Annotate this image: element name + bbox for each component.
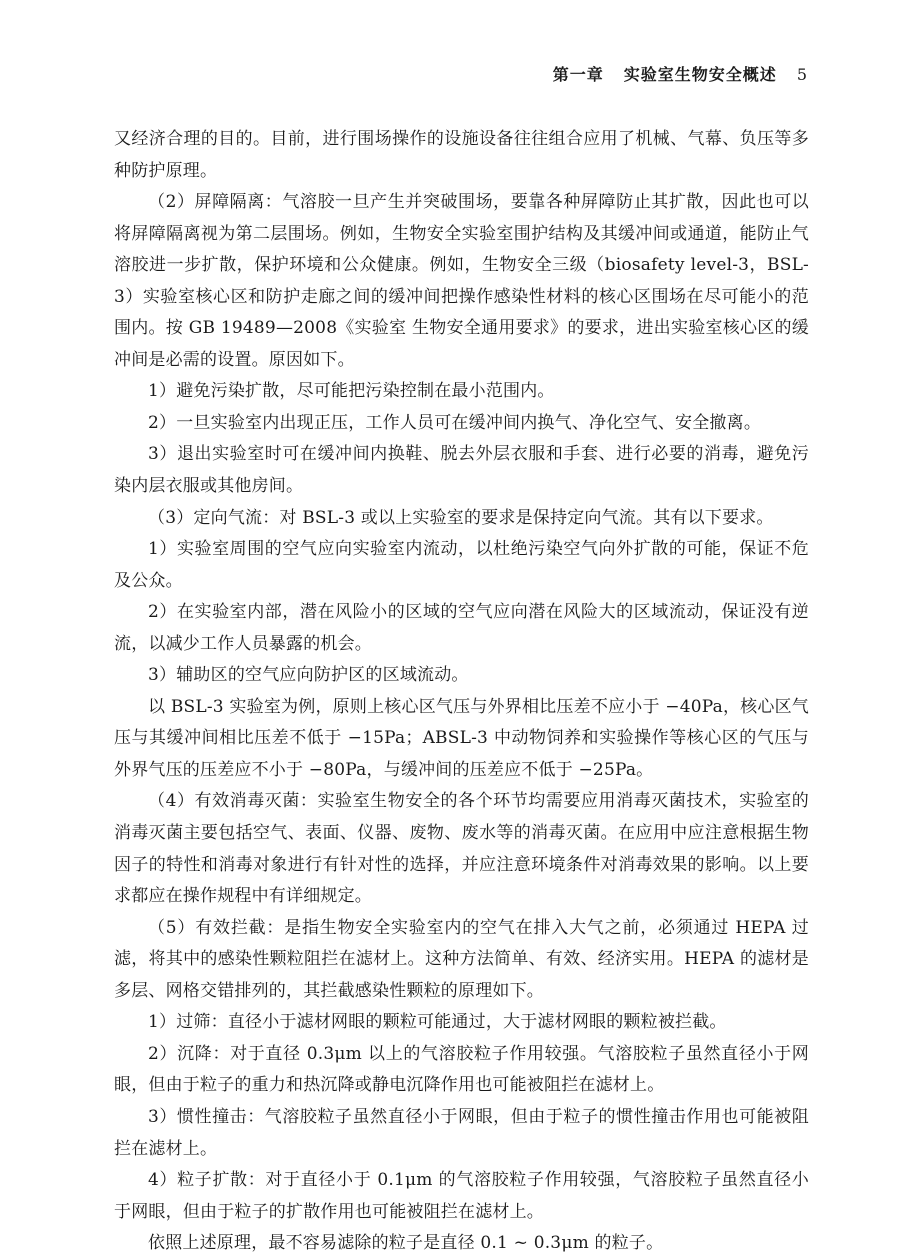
chapter-title: 实验室生物安全概述	[623, 65, 777, 84]
paragraph: （3）定向气流：对 BSL-3 或以上实验室的要求是保持定向气流。其有以下要求。	[148, 507, 774, 528]
chapter-label: 第一章	[552, 65, 604, 84]
paragraph: 3）退出实验室时可在缓冲间内换鞋、脱去外层衣服和手套、进行必要的消毒，避免污染内层衣服或其他房间。	[114, 444, 809, 497]
paragraph: 4）粒子扩散：对于直径小于 0.1μm 的气溶胶粒子作用较强，气溶胶粒子虽然直径小于网眼，但由于粒子的扩散作用也可能被阻拦在滤材上。	[114, 1170, 809, 1222]
paragraph: 2）沉降：对于直径 0.3μm 以上的气溶胶粒子作用较强。气溶胶粒子虽然直径小于网眼，但由于粒子的重力和热沉降或静电沉降作用也可能被阻拦在滤材上。	[114, 1043, 809, 1096]
paragraph: 2）一旦实验室内出现正压，工作人员可在缓冲间内换气、净化空气、安全撤离。	[148, 412, 762, 433]
paragraph: 2）在实验室内部，潜在风险小的区域的空气应向潜在风险大的区域流动，保证没有逆流，以减少工作人员暴露的机会。	[114, 602, 809, 654]
paragraph: 3）辅助区的空气应向防护区的区域流动。	[148, 665, 469, 686]
body-text	[114, 124, 809, 1260]
paragraph: 1）过筛：直径小于滤材网眼的颗粒可能通过，大于滤材网眼的颗粒被拦截。	[148, 1012, 727, 1033]
paragraph: 依照上述原理，最不容易滤除的粒子是直径 0.1 ~ 0.3μm 的粒子。	[148, 1233, 664, 1254]
paragraph: （4）有效消毒灭菌：实验室生物安全的各个环节均需要应用消毒灭菌技术，实验室的消毒灭菌主要包括空气、表面、仪器、废物、废水等的消毒灭菌。在应用中应注意根据生物因子的特性和消毒对象进行有针对性的选择，并应注意环境条件对消毒效果的影响。以上要求都应在操作规程中有详细规定。	[114, 791, 809, 907]
paragraph: 1）避免污染扩散，尽可能把污染控制在最小范围内。	[148, 381, 555, 402]
paragraph: （5）有效拦截：是指生物安全实验室内的空气在排入大气之前，必须通过 HEPA 过滤，将其中的感染性颗粒阻拦在滤材上。这种方法简单、有效、经济实用。HEPA 的滤材是多层、网格交错排列的，其拦截感染性颗粒的原理如下。	[114, 917, 809, 1001]
paragraph: 又经济合理的目的。目前，进行围场操作的设施设备往往组合应用了机械、气幕、负压等多种防护原理。	[114, 129, 809, 181]
page-number: 5	[796, 65, 808, 84]
paragraph: 3）惯性撞击：气溶胶粒子虽然直径小于网眼，但由于粒子的惯性撞击作用也可能被阻拦在滤材上。	[114, 1106, 809, 1159]
paragraph: 1）实验室周围的空气应向实验室内流动，以杜绝污染空气向外扩散的可能，保证不危及公众。	[114, 539, 809, 591]
paragraph: （2）屏障隔离：气溶胶一旦产生并突破围场，要靠各种屏障防止其扩散，因此也可以将屏障隔离视为第二层围场。例如，生物安全实验室围护结构及其缓冲间或通道，能防止气溶胶进一步扩散，保护环境和公众健康。例如，生物安全三级（biosafety level-3，BSL-3）实验室核心区和防护走廊之间的缓冲间把操作感染性材料的核心区围场在尽可能小的范围内。按 GB 19489—2008《实验室 生物安全通用要求》的要求，进出实验室核心区的缓冲间是必需的设置。原因如下。	[114, 192, 809, 370]
paragraph: 以 BSL-3 实验室为例，原则上核心区气压与外界相比压差不应小于 −40Pa，核心区气压与其缓冲间相比压差不低于 −15Pa；ABSL-3 中动物饲养和实验操作等核心区的气压与外界气压的压差应不小于 −80Pa，与缓冲间的压差应不低于 −25Pa。	[114, 696, 809, 780]
running-header	[553, 62, 808, 85]
